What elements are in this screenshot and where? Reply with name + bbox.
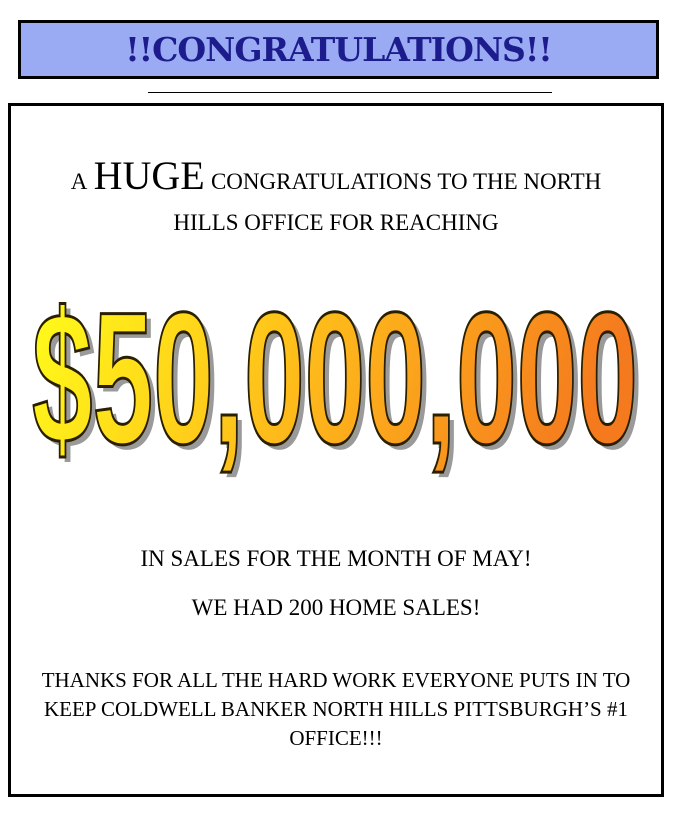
thanks-message: THANKS FOR ALL THE HARD WORK EVERYONE PUTS IN TO KEEP COLDWELL BANKER NORTH HILLS PITTSBURGH’S #1 OFFICE!!!	[41, 668, 631, 750]
congratulations-banner	[18, 20, 659, 79]
divider-line	[148, 92, 552, 93]
sales-amount-shadow: $50,000,000	[37, 278, 643, 481]
banner-title: !!CONGRATULATIONS!!	[125, 30, 552, 69]
headline-line-1	[11, 153, 661, 198]
headline-line-2	[11, 207, 661, 239]
headline-prefix: A	[70, 169, 88, 194]
headline-emphasis: HUGE	[93, 153, 205, 198]
sales-amount-graphic	[21, 256, 651, 481]
announcement-card	[8, 103, 664, 797]
sales-month-line: IN SALES FOR THE MONTH OF MAY!	[140, 546, 532, 571]
sales-amount: $50,000,000	[32, 273, 638, 481]
headline-line-1-rest: CONGRATULATIONS TO THE NORTH	[210, 169, 602, 194]
home-sales-line: WE HAD 200 HOME SALES!	[191, 595, 481, 620]
headline-line-2-text: HILLS OFFICE FOR REACHING	[173, 210, 499, 235]
